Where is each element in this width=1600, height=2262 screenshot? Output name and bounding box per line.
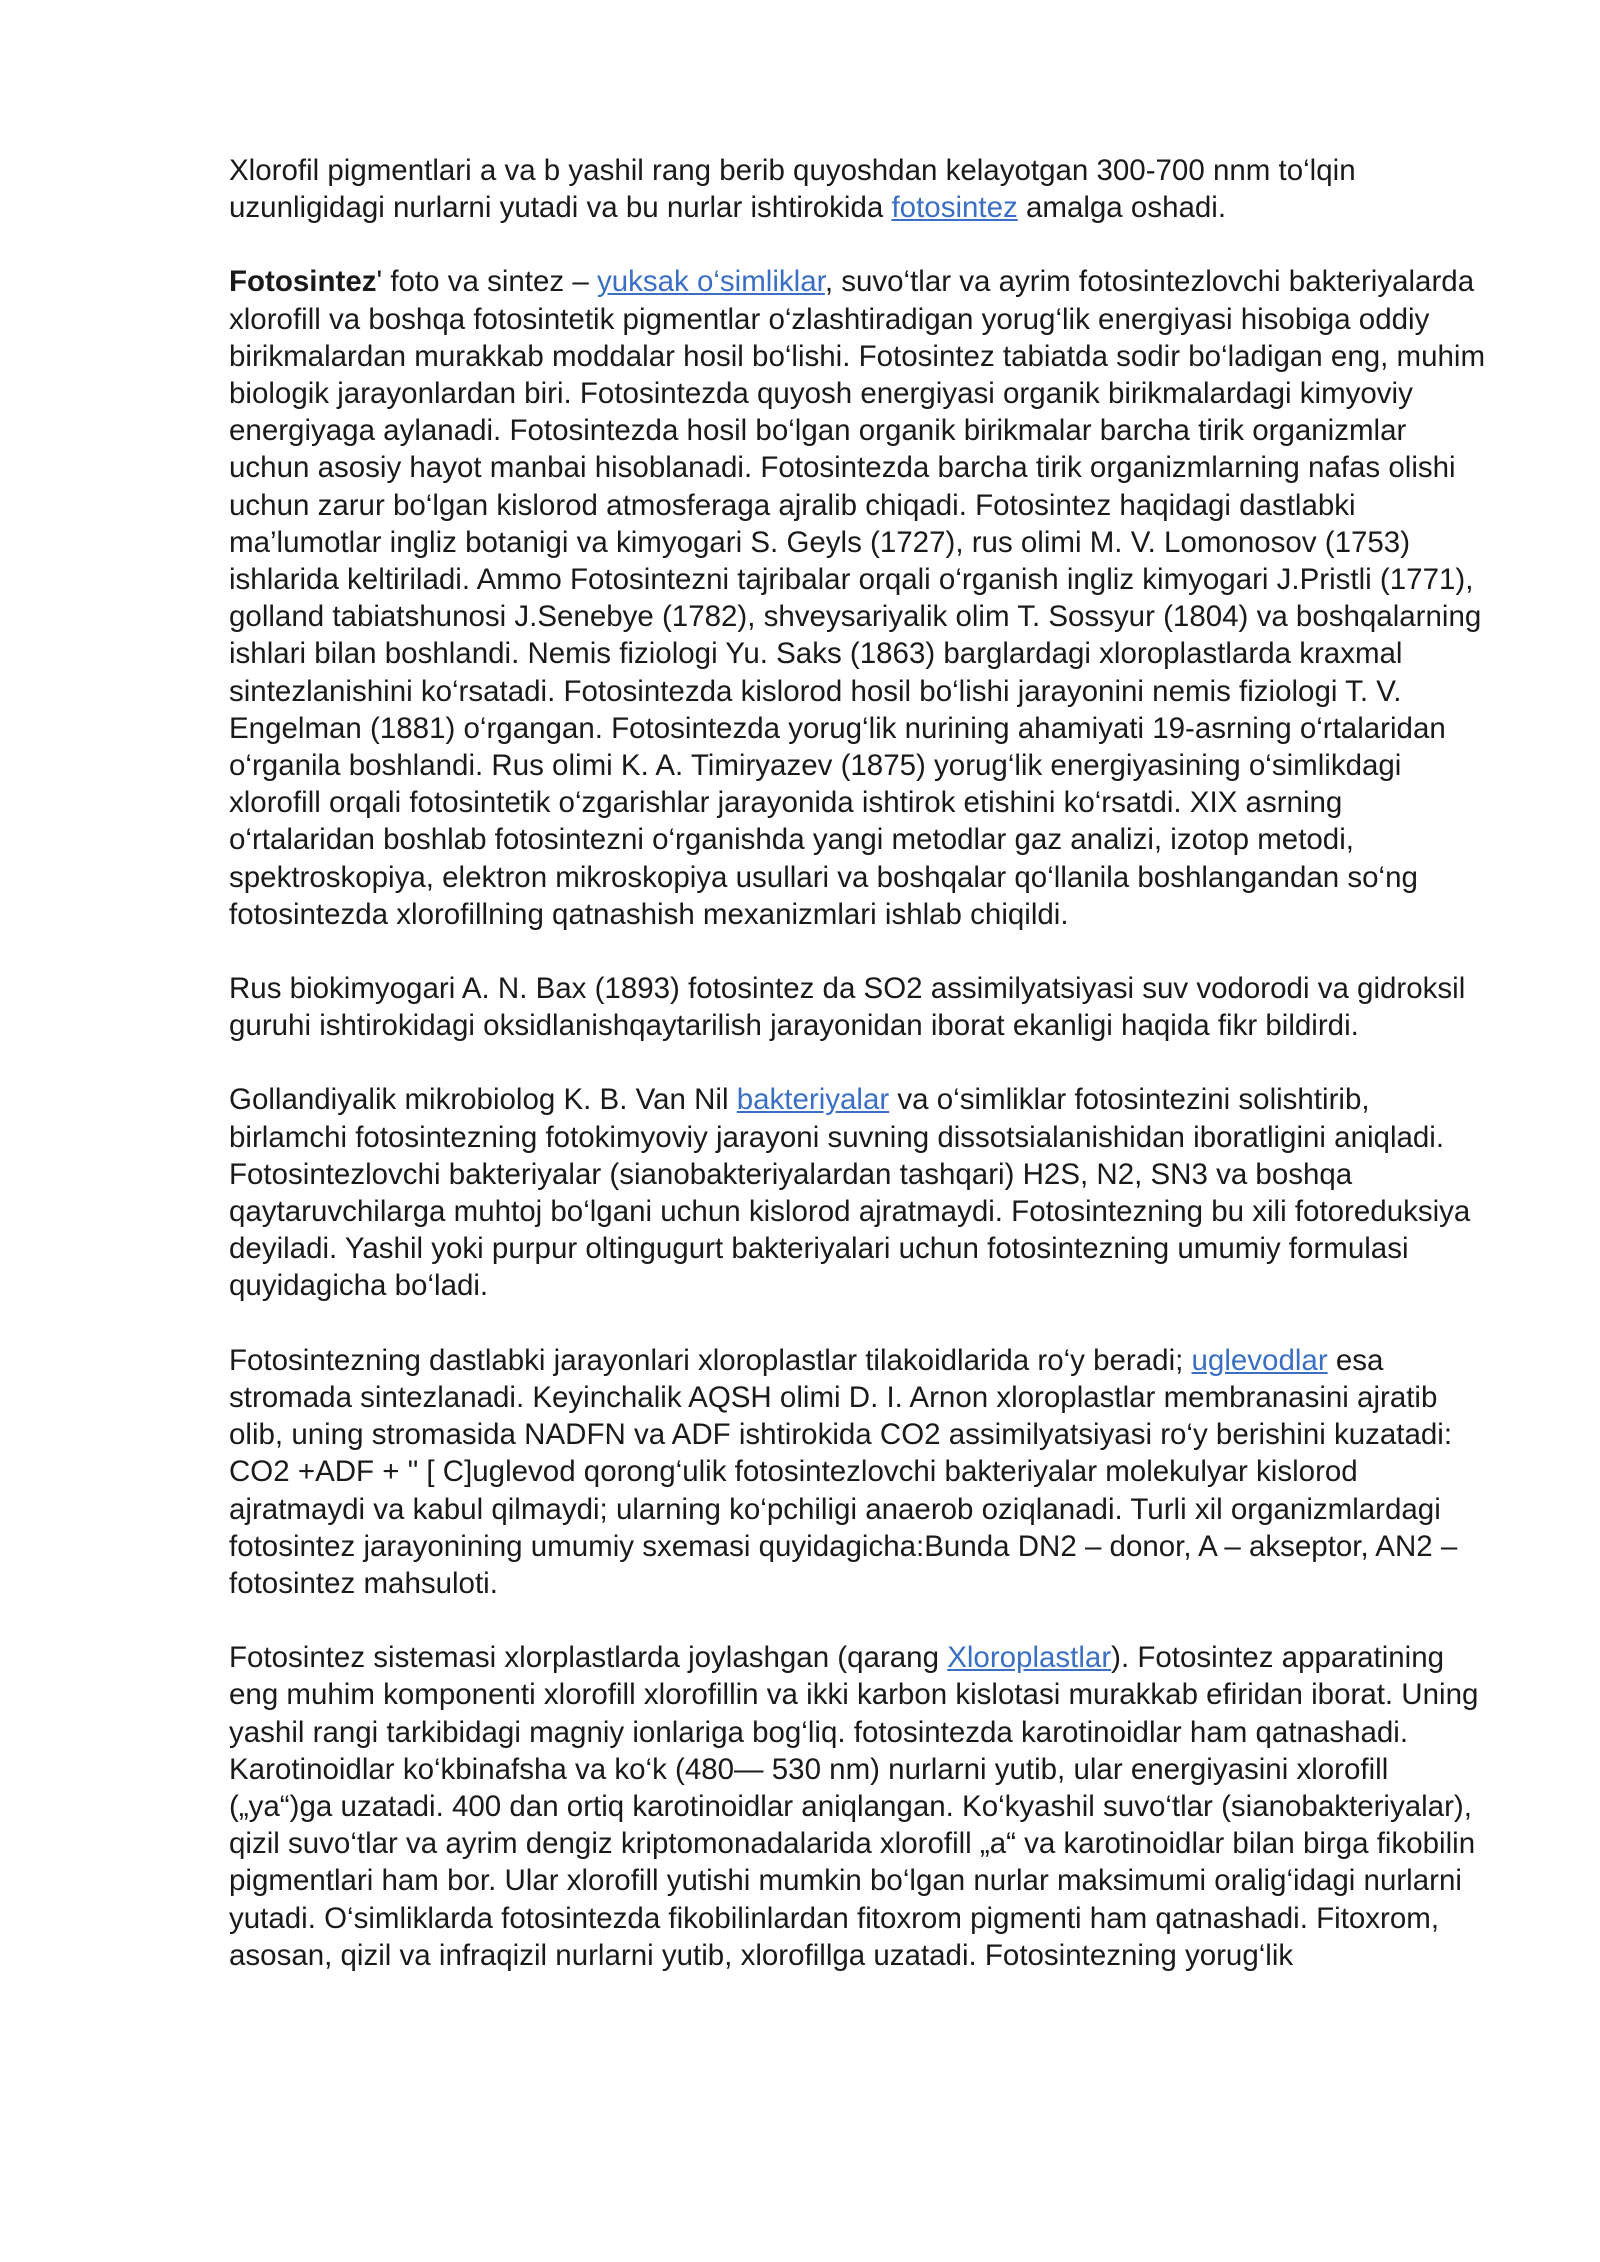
paragraph-3	[229, 970, 1491, 1044]
text-span: esa stromada sintezlanadi. Keyinchalik AQSH olimi D. I. Arnon xloroplastlar membranasini ajratib olib, uning stromasida NADFN va ADF ishtirokida CO2 assimilyatsiyasi ro‘y berishini kuzatadi: CO2 +ADF + " [ C]uglevod qorong‘ulik fotosintezlovchi bakteriyalar molekulyar kislorod ajratmaydi va kabul qilmaydi; ularning ko‘pchiligi anaerob oziqlanadi. Turli xil organizmlardagi fotosintez jarayonining umumiy sxemasi quyidagicha:Bunda DN2 – donor, A – akseptor, AN2 – fotosintez mahsuloti.	[229, 1343, 1458, 1600]
bold-term: Fotosintez	[229, 265, 377, 299]
text-span: ' foto va sintez –	[376, 265, 597, 299]
paragraph-6	[229, 1639, 1491, 1974]
link-xloroplastlar[interactable]: Xloroplastlar	[947, 1641, 1112, 1675]
paragraph-5	[229, 1342, 1491, 1602]
text-span: Xlorofil pigmentlari a va b yashil rang berib quyoshdan kelayotgan 300-700 nnm to‘lqin uzunligidagi nurlarni yutadi va bu nurlar ishtirokida	[229, 154, 1356, 225]
document-page	[229, 152, 1491, 2011]
paragraph-1	[229, 152, 1491, 226]
paragraph-4	[229, 1081, 1491, 1304]
text-span: Fotosintez sistemasi xlorplastlarda joylashgan (qarang	[229, 1641, 948, 1675]
text-span: amalga oshadi.	[1017, 191, 1227, 225]
text-span: Fotosintezning dastlabki jarayonlari xloroplastlar tilakoidlarida ro‘y beradi;	[229, 1343, 1192, 1377]
text-span: Rus biokimyogari A. N. Bax (1893) fotosintez da SO2 assimilyatsiyasi suv vodorodi va gidroksil guruhi ishtirokidagi oksidlanishqaytarilish jarayonidan iborat ekanligi haqida fikr bildirdi.	[229, 972, 1466, 1043]
text-span: , suvo‘tlar va ayrim fotosintezlovchi bakteriyalarda xlorofill va boshqa fotosintetik pigmentlar o‘zlashtiradigan yorug‘lik energiyasi hisobiga oddiy birikmalardan murakkab moddalar hosil bo‘lishi. Fotosintez tabiatda sodir bo‘ladigan eng, muhim biologik jarayonlardan biri. Fotosintezda quyosh energiyasi organik birikmalardagi kimyoviy energiyaga aylanadi. Fotosintezda hosil bo‘lgan organik birikmalar barcha tirik organizmlar uchun asosiy hayot manbai hisoblanadi. Fotosintezda barcha tirik organizmlarning nafas olishi uchun zarur bo‘lgan kislorod atmosferaga ajralib chiqadi. Fotosintez haqidagi dastlabki ma’lumotlar ingliz botanigi va kimyogari S. Geyls (1727), rus olimi M. V. Lomonosov (1753) ishlarida keltiriladi. Ammo Fotosintezni tajribalar orqali o‘rganish ingliz kimyogari J.Pristli (1771), golland tabiatshunosi J.Senebye (1782), shveysariyalik olim T. Sossyur (1804) va boshqalarning ishlari bilan boshlandi. Nemis fiziologi Yu. Saks (1863) barglardagi xloroplastlarda kraxmal sintezlanishini ko‘rsatadi. Fotosintezda kislorod hosil bo‘lishi jarayonini nemis fiziologi T. V. Engelman (1881) o‘rgangan. Fotosintezda yorug‘lik nurining ahamiyati 19-asrning o‘rtalaridan o‘rganila boshlandi. Rus olimi K. A. Timiryazev (1875) yorug‘lik energiyasining o‘simlikdagi xlorofill orqali fotosintetik o‘zgarishlar jarayonida ishtirok etishini ko‘rsatdi. XIX asrning o‘rtalaridan boshlab fotosintezni o‘rganishda yangi metodlar gaz analizi, izotop metodi, spektroskopiya, elektron mikroskopiya usullari va boshqalar qo‘llanila boshlangandan so‘ng fotosintezda xlorofillning qatnashish mexanizmlari ishlab chiqildi.	[229, 265, 1486, 931]
link-bakteriyalar[interactable]: bakteriyalar	[736, 1083, 890, 1117]
link-yuksak-osimliklar[interactable]: yuksak o‘simliklar	[596, 265, 825, 299]
text-span: va o‘simliklar fotosintezini solishtirib, birlamchi fotosintezning fotokimyoviy jarayoni suvning dissotsialanishidan iboratligini aniqladi. Fotosintezlovchi bakteriyalar (sianobakteriyalardan tashqari) H2S, N2, SN3 va boshqa qaytaruvchilarga muhtoj bo‘lgani uchun kislorod ajratmaydi. Fotosintezning bu xili fotoreduksiya deyiladi. Yashil yoki purpur oltingugurt bakteriyalari uchun fotosintezning umumiy formulasi quyidagicha bo‘ladi.	[229, 1083, 1471, 1303]
text-span: ). Fotosintez apparatining eng muhim komponenti xlorofill xlorofillin va ikki karbon kislotasi murakkab efiridan iborat. Uning yashil rangi tarkibidagi magniy ionlariga bog‘liq. fotosintezda karotinoidlar ham qatnashadi. Karotinoidlar ko‘kbinafsha va ko‘k (480— 530 nm) nurlarni yutib, ular energiyasini xlorofill („ya“)ga uzatadi. 400 dan ortiq karotinoidlar aniqlangan. Ko‘kyashil suvo‘tlar (sianobakteriyalar), qizil suvo‘tlar va ayrim dengiz kriptomonadalarida xlorofill „a“ va karotinoidlar bilan birga fikobilin pigmentlari ham bor. Ular xlorofill yutishi mumkin bo‘lgan nurlar maksimumi oralig‘idagi nurlarni yutadi. O‘simliklarda fotosintezda fikobilinlardan fitoxrom pigmenti ham qatnashadi. Fitoxrom, asosan, qizil va infraqizil nurlarni yutib, xlorofillga uzatadi. Fotosintezning yorug‘lik	[229, 1641, 1479, 1972]
text-span: Gollandiyalik mikrobiolog K. B. Van Nil	[229, 1083, 737, 1117]
link-fotosintez[interactable]: fotosintez	[891, 191, 1018, 225]
paragraph-2	[229, 263, 1491, 933]
link-uglevodlar[interactable]: uglevodlar	[1191, 1343, 1328, 1377]
